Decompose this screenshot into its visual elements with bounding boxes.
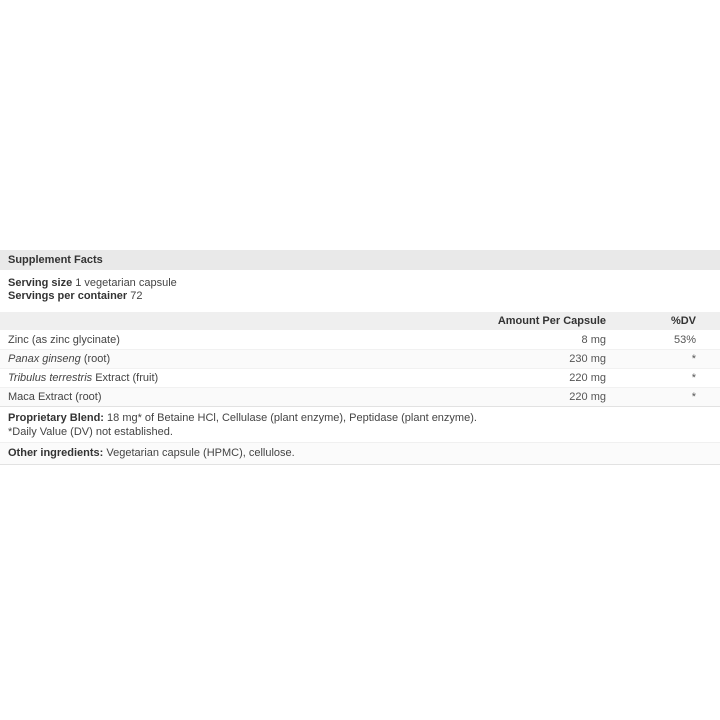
ingredients-table xyxy=(0,312,720,407)
other-ingredients-row xyxy=(0,442,720,465)
footnotes xyxy=(0,407,720,442)
proprietary-blend-label: Proprietary Blend: xyxy=(8,412,104,424)
ingredient-dv: 53% xyxy=(673,333,696,346)
ingredient-name-text: Zinc (as zinc glycinate) xyxy=(8,333,120,346)
amount-column-header: Amount Per Capsule xyxy=(497,315,606,327)
serving-info xyxy=(0,270,720,312)
serving-size-line xyxy=(8,277,712,290)
ingredient-name-text: Maca Extract (root) xyxy=(8,391,102,403)
supplement-facts-title: Supplement Facts xyxy=(8,254,103,266)
table-row-zinc xyxy=(0,330,720,349)
ingredient-dv: * xyxy=(691,372,696,384)
top-whitespace xyxy=(0,0,720,250)
other-ingredients-label: Other ingredients: xyxy=(8,447,104,459)
serving-size-label: Serving size xyxy=(8,277,73,289)
proprietary-blend-line xyxy=(8,411,712,425)
ingredient-amount: 220 mg xyxy=(569,391,606,403)
ingredient-amount: 8 mg xyxy=(581,333,606,346)
proprietary-blend-text: 18 mg* of Betaine HCl, Cellulase (plant enzyme), Peptidase (plant enzyme). xyxy=(103,412,477,424)
ingredient-name xyxy=(0,391,406,403)
ingredient-name-latin: Tribulus terrestris xyxy=(8,372,93,384)
servings-per-container-label: Servings per container xyxy=(8,290,128,302)
dv-column-header: %DV xyxy=(670,315,696,327)
ingredient-name xyxy=(0,353,406,365)
servings-per-container-line xyxy=(8,290,712,303)
servings-per-container-value: 72 xyxy=(127,290,143,302)
ingredient-name xyxy=(0,334,406,346)
other-ingredients-text: Vegetarian capsule (HPMC), cellulose. xyxy=(103,447,295,459)
ingredient-name-text: (root) xyxy=(80,353,111,365)
ingredient-name xyxy=(0,372,406,384)
table-row-panax-ginseng xyxy=(0,349,720,368)
ingredient-name-latin: Panax ginseng xyxy=(8,353,81,365)
ingredient-dv: * xyxy=(691,391,696,403)
ingredient-amount: 220 mg xyxy=(569,372,606,384)
table-header-row xyxy=(0,312,720,330)
ingredient-amount: 230 mg xyxy=(569,353,606,365)
table-row-tribulus xyxy=(0,368,720,387)
supplement-facts-title-bar xyxy=(0,250,720,270)
daily-value-note: *Daily Value (DV) not established. xyxy=(8,426,173,438)
supplement-facts-panel xyxy=(0,250,720,465)
table-row-maca xyxy=(0,387,720,406)
serving-size-value: 1 vegetarian capsule xyxy=(72,277,177,289)
ingredient-name-text: Extract (fruit) xyxy=(92,372,159,384)
ingredient-dv: * xyxy=(691,353,696,365)
